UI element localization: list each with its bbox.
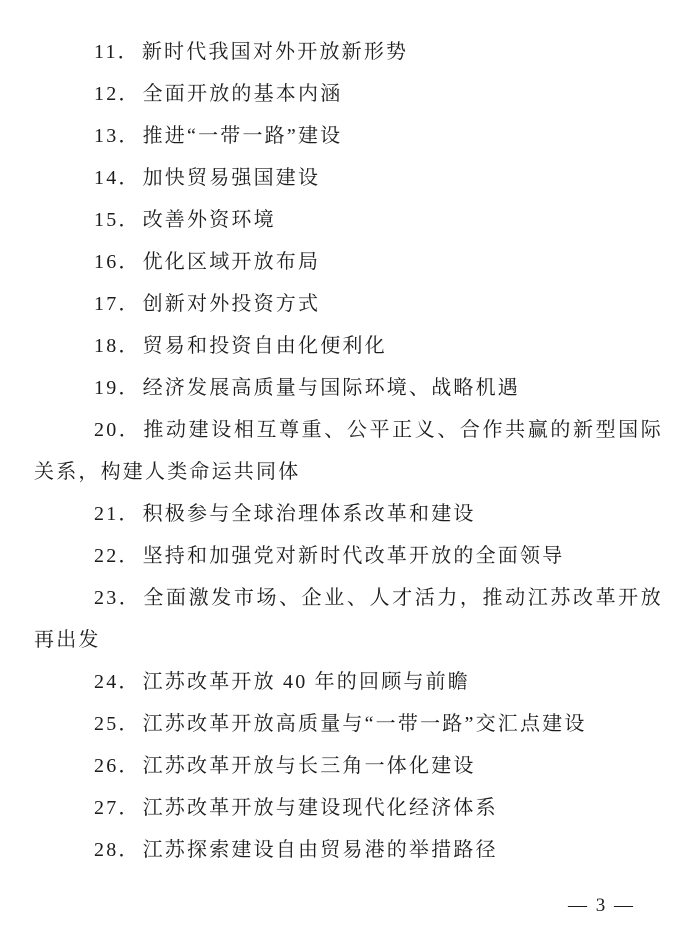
item-number: 21．: [94, 503, 141, 525]
list-item: [34, 115, 663, 157]
list-item: [34, 409, 663, 493]
page-number: — 3 —: [568, 895, 635, 916]
list-item: [34, 493, 663, 535]
item-number: 18．: [94, 335, 141, 357]
list-item: [34, 535, 663, 577]
list-item: [34, 325, 663, 367]
item-text: 全面激发市场、企业、人才活力，推动江苏改革开放再出发: [34, 587, 663, 651]
list-item: [34, 241, 663, 283]
list-item: [34, 829, 663, 871]
item-text: 积极参与全球治理体系改革和建设: [142, 503, 476, 525]
item-text: 贸易和投资自由化便利化: [142, 335, 387, 357]
list-item: [34, 283, 663, 325]
item-text: 经济发展高质量与国际环境、战略机遇: [142, 377, 521, 399]
item-number: 23．: [94, 587, 142, 609]
item-number: 13．: [94, 125, 141, 147]
item-text: 全面开放的基本内涵: [142, 83, 343, 105]
item-number: 26．: [94, 755, 141, 777]
list-item: [34, 787, 663, 829]
item-number: 20．: [94, 419, 142, 441]
item-text: 江苏改革开放与长三角一体化建设: [142, 755, 476, 777]
list-item: [34, 703, 663, 745]
list-item: [34, 745, 663, 787]
list-item: [34, 577, 663, 661]
list-item: [34, 367, 663, 409]
item-text: 推进“一带一路”建设: [142, 125, 343, 147]
item-number: 16．: [94, 251, 141, 273]
item-text: 江苏改革开放与建设现代化经济体系: [142, 797, 498, 819]
item-text: 推动建设相互尊重、公平正义、合作共赢的新型国际关系，构建人类命运共同体: [34, 419, 663, 483]
item-number: 28．: [94, 839, 141, 861]
item-text: 江苏改革开放 40 年的回顾与前瞻: [142, 671, 471, 693]
item-text: 改善外资环境: [142, 209, 276, 231]
list-item: [34, 199, 663, 241]
numbered-topic-list: [34, 31, 663, 871]
item-number: 24．: [94, 671, 141, 693]
item-number: 22．: [94, 545, 141, 567]
item-text: 加快贸易强国建设: [142, 167, 321, 189]
list-item: [34, 73, 663, 115]
item-number: 19．: [94, 377, 141, 399]
item-text: 创新对外投资方式: [142, 293, 321, 315]
item-number: 27．: [94, 797, 141, 819]
item-number: 14．: [94, 167, 141, 189]
item-text: 新时代我国对外开放新形势: [141, 41, 409, 63]
item-number: 12．: [94, 83, 141, 105]
item-number: 25．: [94, 713, 141, 735]
item-text: 坚持和加强党对新时代改革开放的全面领导: [142, 545, 565, 567]
item-number: 17．: [94, 293, 141, 315]
item-text: 优化区域开放布局: [142, 251, 321, 273]
list-item: [34, 157, 663, 199]
item-text: 江苏探索建设自由贸易港的举措路径: [142, 839, 498, 861]
item-number: 11．: [94, 41, 140, 63]
list-item: [34, 661, 663, 703]
item-number: 15．: [94, 209, 141, 231]
item-text: 江苏改革开放高质量与“一带一路”交汇点建设: [142, 713, 587, 735]
list-item: [34, 31, 663, 73]
